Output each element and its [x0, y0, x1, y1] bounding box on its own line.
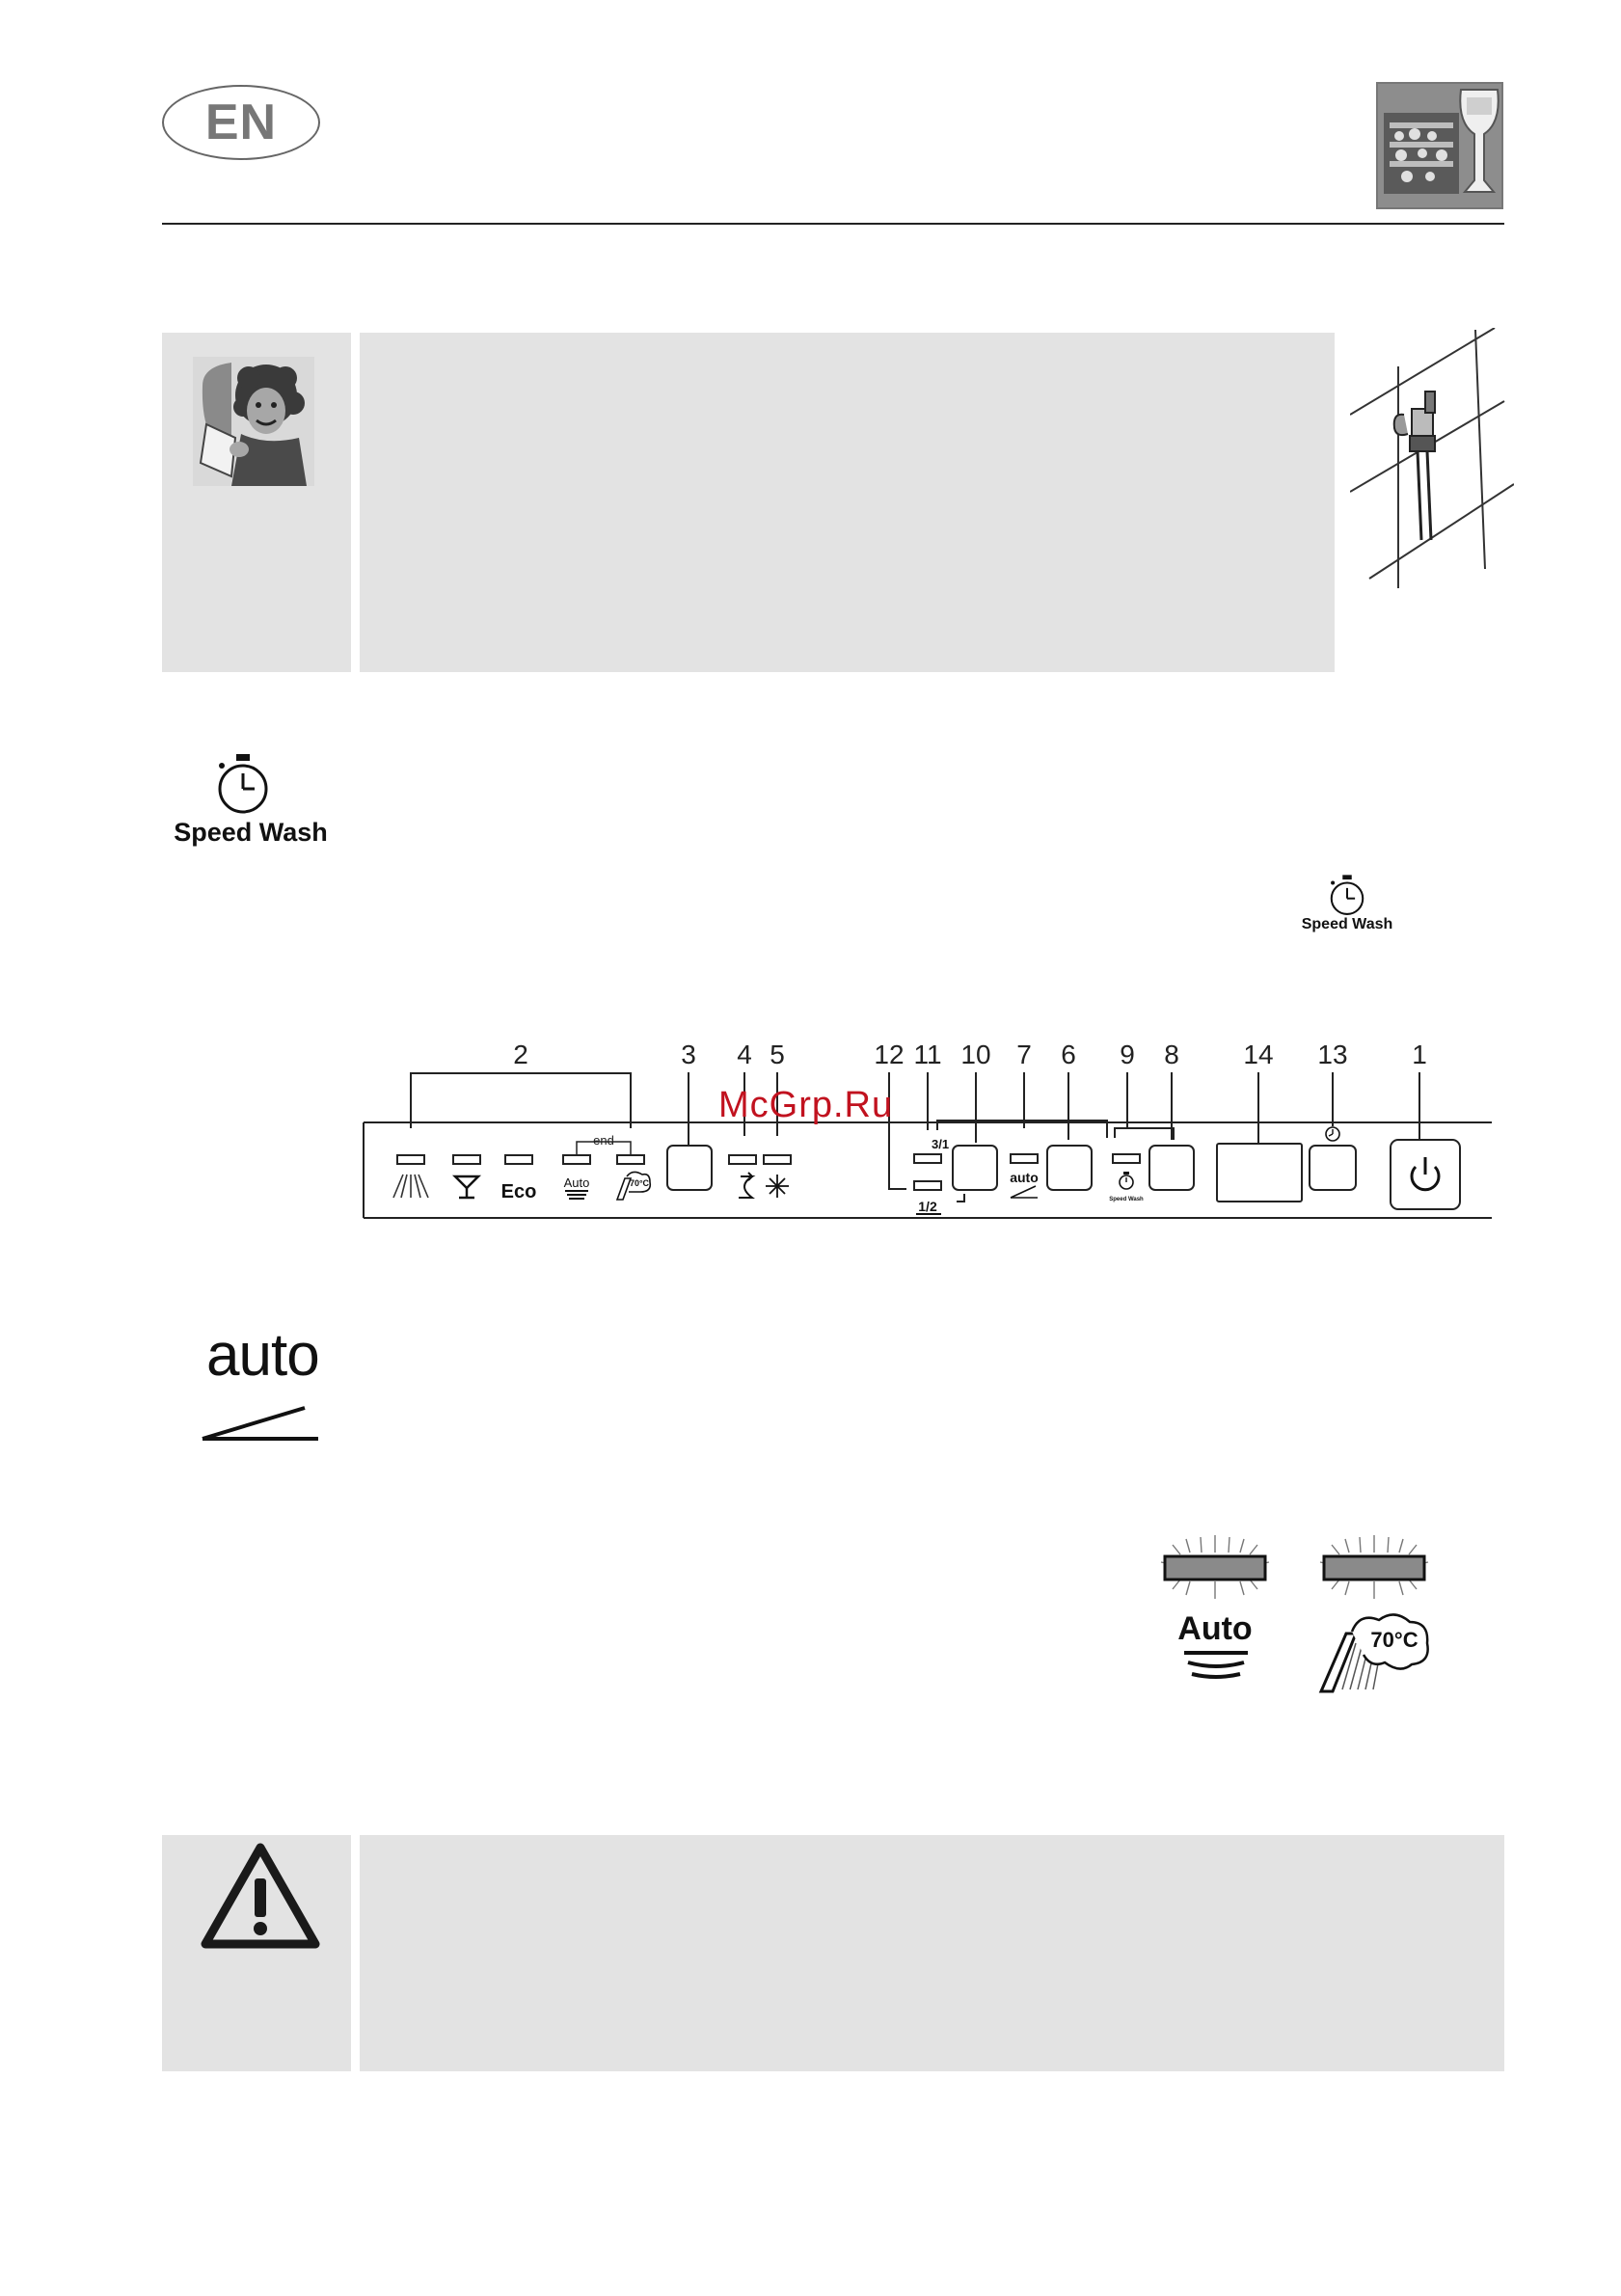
- callout-2: 2: [513, 1040, 528, 1069]
- stopwatch-icon: [214, 752, 272, 818]
- control-panel-diagram: [359, 1032, 1497, 1225]
- mascot-woman-icon: [193, 357, 314, 486]
- info-box-text-area: [360, 333, 1335, 672]
- auto-ramp-large-icon: [193, 1321, 328, 1456]
- display-14: [1217, 1144, 1302, 1202]
- header-divider: [162, 223, 1504, 225]
- indicator-auto-label: Auto: [1177, 1610, 1253, 1647]
- led-label-auto: Auto: [563, 1175, 590, 1190]
- rinse-aid-icon: [739, 1173, 752, 1198]
- salt-icon: [766, 1175, 789, 1198]
- led-label-end: end: [593, 1133, 614, 1148]
- callout-5: 5: [770, 1040, 785, 1069]
- callout-12: 12: [874, 1040, 905, 1069]
- callout-10: 10: [960, 1040, 991, 1069]
- watermark: McGrp.Ru: [718, 1085, 894, 1125]
- callout-6: 6: [1061, 1040, 1076, 1069]
- dishwasher-glass-icon: [1376, 82, 1503, 209]
- callout-3: 3: [681, 1040, 696, 1069]
- hygiene-indicator: [1311, 1533, 1437, 1697]
- auto-dishes-icon: [564, 1175, 590, 1199]
- stopwatch-icon: [1327, 874, 1367, 918]
- led-label-speed-wash: Speed Wash: [1109, 1197, 1144, 1202]
- indicator-temp-label: 70°C: [1370, 1628, 1418, 1652]
- led-label-temp: 70°C: [629, 1178, 650, 1188]
- led-glow-icon: [1157, 1533, 1273, 1601]
- button-6[interactable]: [1047, 1146, 1092, 1190]
- callout-1: 1: [1412, 1040, 1427, 1069]
- speed-wash-block: [174, 752, 328, 858]
- callout-14: 14: [1243, 1040, 1274, 1069]
- speed-wash-inline-icon: [1292, 874, 1402, 937]
- glass-icon: [455, 1176, 478, 1198]
- clock-icon: [1326, 1127, 1339, 1141]
- auto-indicator: [1157, 1533, 1273, 1688]
- led-label-auto-small: auto: [1010, 1170, 1039, 1185]
- led-label-eco: Eco: [500, 1181, 537, 1202]
- water-tap-wall-icon: [1350, 328, 1514, 588]
- auto-dishes-icon: [1182, 1649, 1250, 1682]
- auto-label: auto: [206, 1322, 319, 1389]
- callout-7: 7: [1016, 1040, 1032, 1069]
- warning-triangle-icon: [198, 1840, 323, 1954]
- hygiene-70c-icon: [617, 1172, 650, 1200]
- speed-wash-inline-label: Speed Wash: [1301, 916, 1393, 932]
- button-10[interactable]: [953, 1146, 997, 1190]
- language-badge: [162, 85, 320, 160]
- warning-box-text-area: [360, 1835, 1504, 2071]
- half-load-icon: [916, 1199, 941, 1214]
- led-label-three-in-one: 3/1: [932, 1137, 950, 1151]
- led-glow-icon: [1311, 1533, 1437, 1601]
- auto-ramp-icon: [1010, 1170, 1039, 1198]
- callout-11: 11: [913, 1040, 942, 1069]
- button-3[interactable]: [667, 1146, 712, 1190]
- callout-4: 4: [737, 1040, 752, 1069]
- button-13[interactable]: [1310, 1146, 1356, 1190]
- callout-13: 13: [1317, 1040, 1348, 1069]
- callout-9: 9: [1120, 1040, 1135, 1069]
- speed-wash-label: Speed Wash: [174, 818, 328, 847]
- callout-8: 8: [1164, 1040, 1179, 1069]
- language-label: EN: [204, 95, 278, 150]
- led-label-half-load: 1/2: [918, 1199, 937, 1214]
- hygiene-70c-icon: [1317, 1608, 1433, 1695]
- stopwatch-icon: [1109, 1172, 1144, 1202]
- auto-ramp-icon: [199, 1404, 320, 1443]
- prewash-icon: [393, 1175, 428, 1198]
- button-8[interactable]: [1149, 1146, 1194, 1190]
